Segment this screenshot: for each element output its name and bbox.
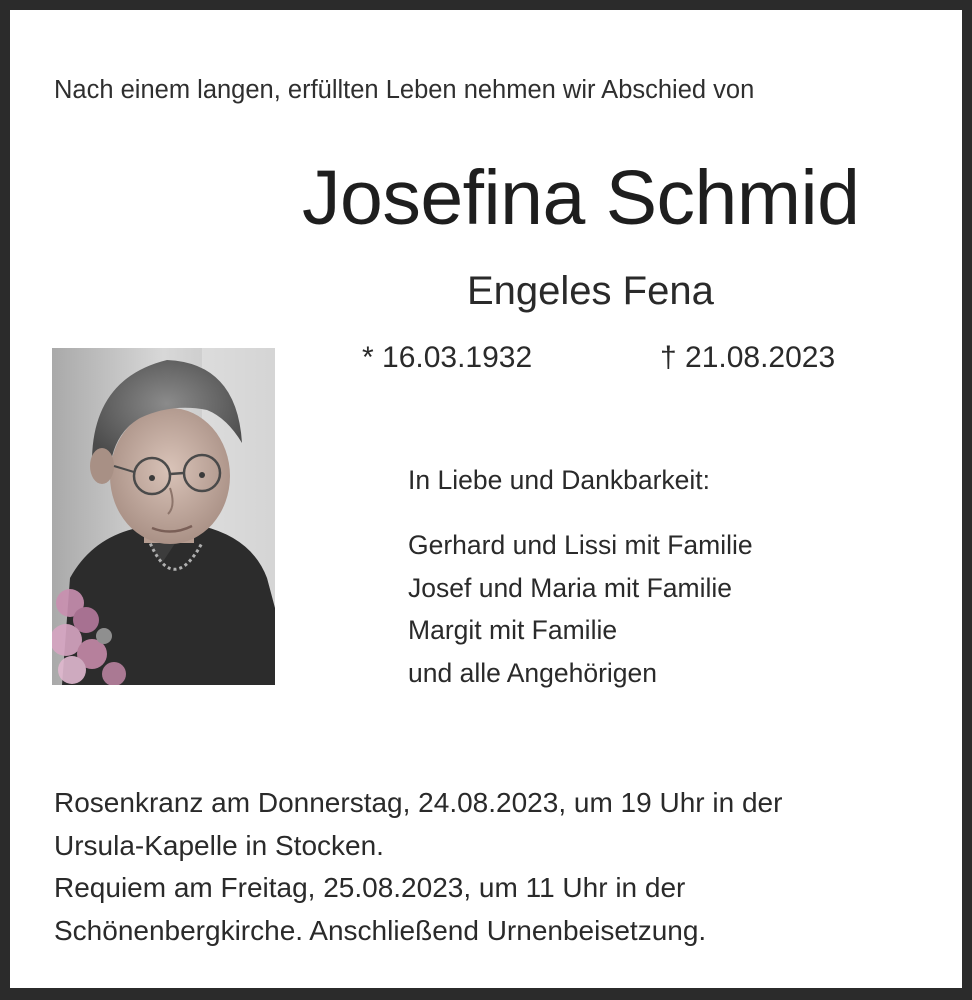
mourner-entry: und alle Angehörigen bbox=[408, 657, 658, 688]
portrait-photo bbox=[52, 348, 275, 685]
service-line: Schönenbergkirche. Anschließend Urnenbeisetzung. bbox=[54, 914, 707, 946]
deceased-nickname: Engeles Fena bbox=[467, 269, 714, 313]
service-details bbox=[54, 782, 944, 952]
deceased-name: Josefina Schmid bbox=[302, 155, 860, 241]
mourner-entry: Gerhard und Lissi mit Familie bbox=[408, 530, 753, 560]
mourners-heading: In Liebe und Dankbarkeit: bbox=[408, 465, 711, 495]
mourners-list bbox=[408, 524, 753, 694]
mourner-entry: Margit mit Familie bbox=[408, 615, 618, 645]
birth-date: * 16.03.1932 bbox=[362, 341, 533, 374]
service-line: Requiem am Freitag, 25.08.2023, um 11 Uhr in der bbox=[54, 872, 686, 903]
service-line: Rosenkranz am Donnerstag, 24.08.2023, um 19 Uhr in der bbox=[54, 787, 783, 818]
death-date: † 21.08.2023 bbox=[660, 341, 836, 374]
service-line: Ursula-Kapelle in Stocken. bbox=[54, 829, 384, 861]
mourner-entry: Josef und Maria mit Familie bbox=[408, 572, 732, 603]
intro-text: Nach einem langen, erfüllten Leben nehmen wir Abschied von bbox=[54, 76, 755, 104]
